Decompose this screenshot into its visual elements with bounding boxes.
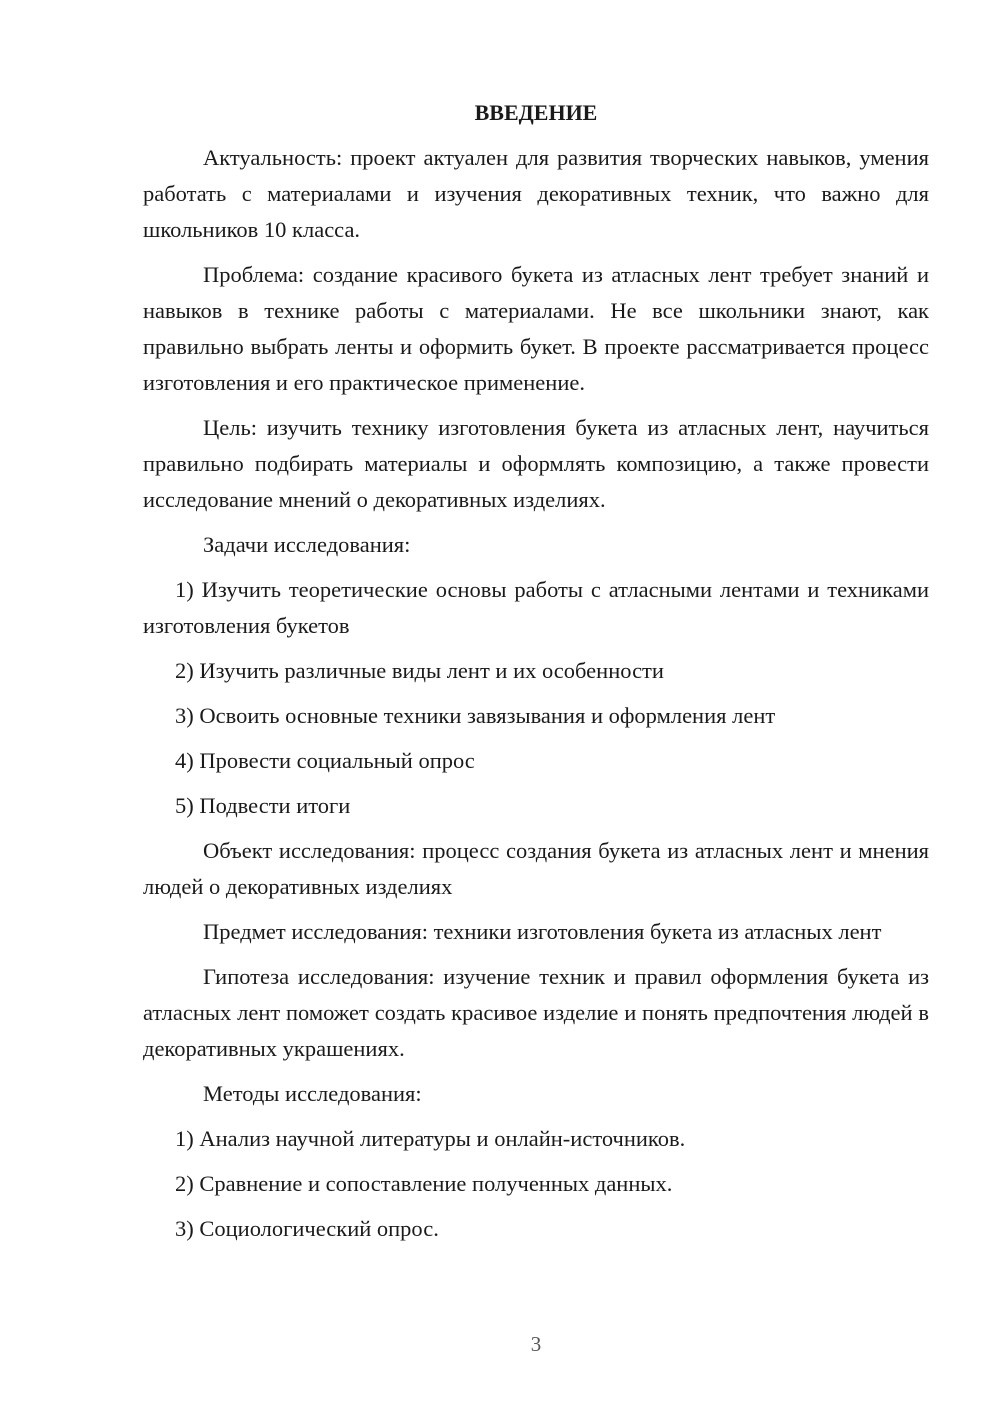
method-item: 1) Анализ научной литературы и онлайн-источников. <box>175 1126 686 1151</box>
methods-heading: Методы исследования: <box>203 1081 422 1106</box>
page-number: 3 <box>530 1332 542 1356</box>
tasks-heading: Задачи исследования: <box>203 532 411 557</box>
section-title: ВВЕДЕНИЕ <box>474 100 598 125</box>
method-item: 3) Социологический опрос. <box>175 1216 439 1241</box>
task-item: 5) Подвести итоги <box>175 793 351 818</box>
task-item: 4) Провести социальный опрос <box>175 748 475 773</box>
document-page <box>143 95 929 1256</box>
object-paragraph: Объект исследования: процесс создания букета из атласных лент и мнения людей о декоративных изделиях <box>143 838 929 899</box>
method-item: 2) Сравнение и сопоставление полученных данных. <box>175 1171 673 1196</box>
hypothesis-paragraph: Гипотеза исследования: изучение техник и правил оформления букета из атласных лент поможет создать красивое изделие и понять предпочтения людей в декоративных украшениях. <box>143 964 929 1061</box>
methods-list <box>143 1121 929 1247</box>
subject-paragraph: Предмет исследования: техники изготовления букета из атласных лент <box>203 919 882 944</box>
tasks-list <box>143 572 929 824</box>
task-item: 1) Изучить теоретические основы работы с атласными лентами и техниками изготовления букетов <box>143 577 929 638</box>
task-item: 3) Освоить основные техники завязывания и оформления лент <box>175 703 776 728</box>
relevance-paragraph: Актуальность: проект актуален для развития творческих навыков, умения работать с материалами и изучения декоративных техник, что важно для школьников 10 класса. <box>143 145 929 242</box>
task-item: 2) Изучить различные виды лент и их особенности <box>175 658 664 683</box>
problem-paragraph: Проблема: создание красивого букета из атласных лент требует знаний и навыков в технике работы с материалами. Не все школьники знают, как правильно выбрать ленты и оформить букет. В проекте рассматривается процесс изготовления и его практическое применение. <box>143 262 929 395</box>
goal-paragraph: Цель: изучить технику изготовления букета из атласных лент, научиться правильно подбирать материалы и оформлять композицию, а также провести исследование мнений о декоративных изделиях. <box>143 415 929 512</box>
